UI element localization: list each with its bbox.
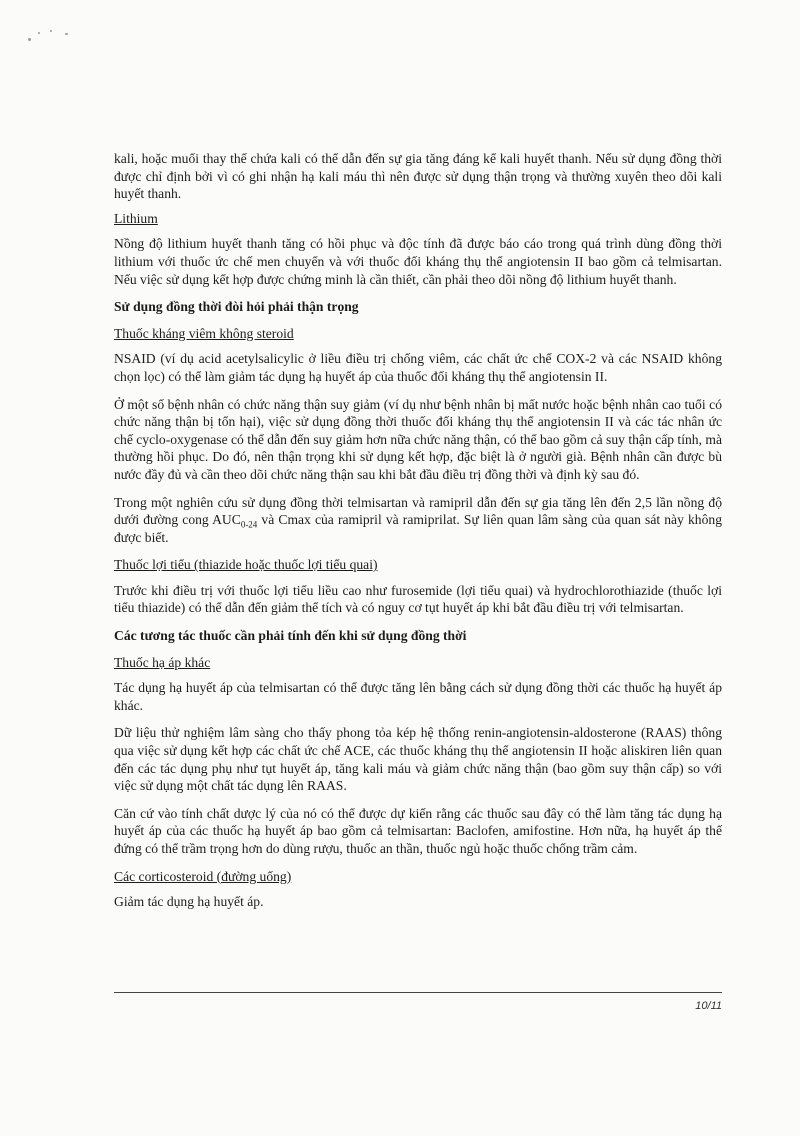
auc-subscript: 0-24 [240, 519, 258, 530]
paragraph-antihypertensive: Tác dụng hạ huyết áp của telmisartan có thể được tăng lên bằng cách sử dụng đồng thời các thuốc hạ huyết áp khác. [114, 680, 722, 713]
paragraph-nsaid: NSAID (ví dụ acid acetylsalicylic ở liều điều trị chống viêm, các chất ức chế COX-2 và các NSAID không chọn lọc) có thể làm giảm tác dụng hạ huyết áp của thuốc đối kháng thụ thể angiotensin II. [114, 351, 722, 384]
heading-consider: Các tương tác thuốc cần phải tính đến khi sử dụng đồng thời [114, 628, 467, 644]
page-number: 10/11 [695, 1000, 722, 1012]
heading-caution: Sử dụng đồng thời đòi hỏi phải thận trọng [114, 299, 359, 315]
paragraph-pharmacology: Căn cứ vào tính chất dược lý của nó có thể được dự kiến rằng các thuốc sau đây có thể làm tăng tác dụng hạ huyết áp của các thuốc hạ huyết áp bao gồm cả telmisartan: Baclofen, amifostine. Hơn nữa, hạ huyết áp thế đứng có thể trầm trọng hơn do dùng rượu, thuốc an thần, thuốc ngủ hoặc thuốc chống trầm cảm. [114, 805, 722, 856]
heading-nsaid: Thuốc kháng viêm không steroid [114, 325, 294, 341]
footer-rule [114, 992, 722, 993]
scan-specks [28, 30, 88, 44]
heading-lithium: Lithium [114, 210, 158, 226]
paragraph-raas: Dữ liệu thử nghiệm lâm sàng cho thấy phong tỏa kép hệ thống renin-angiotensin-aldosterone (RAAS) thông qua việc sử dụng kết hợp các chất ức chế ACE, các thuốc kháng thụ thể angiotensin II hoặc aliskiren liên quan đến các tác dụng phụ như tụt huyết áp, tăng kali máu và giảm chức năng thận (bao gồm suy thận cấp) so với việc sử dụng một chất tác dụng lên RAAS. [114, 725, 722, 794]
paragraph-ramipril [114, 494, 722, 547]
ramipril-text-a: Trong một nghiên cứu sử dụng đồng thời telmisartan và ramipril dẫn đến sự gia tăng lên đến 2,5 lần nồng độ dưới đường cong AUC [114, 494, 722, 528]
paragraph-lithium: Nồng độ lithium huyết thanh tăng có hồi phục và độc tính đã được báo cáo trong quá trình dùng đồng thời lithium với thuốc ức chế men chuyển và với thuốc đối kháng thụ thể angiotensin II bao gồm cả telmisartan. Nếu việc sử dụng kết hợp được chứng minh là cần thiết, cần phải theo dõi nồng độ lithium huyết thanh. [114, 236, 722, 287]
heading-corticosteroid: Các corticosteroid (đường uống) [114, 868, 292, 884]
paragraph-potassium: kali, hoặc muối thay thế chứa kali có thể dẫn đến sự gia tăng đáng kể kali huyết thanh. Nếu sử dụng đồng thời được chỉ định bởi vì có ghi nhận hạ kali máu thì nên được sử dụng thận trọng và thường xuyên theo dõi kali huyết thanh. [114, 151, 722, 202]
paragraph-renal: Ở một số bệnh nhân có chức năng thận suy giảm (ví dụ như bệnh nhân bị mất nước hoặc bệnh nhân cao tuổi có chức năng thận bị tổn hại), việc sử dụng đồng thời thuốc đối kháng thụ thể angiotensin II và các tác nhân ức chế cyclo-oxygenase có thể dẫn đến suy giảm hơn nữa chức năng thận, có thể bao gồm cả suy thận cấp tính, mà thường hồi phục. Do đó, nên thận trọng khi sử dụng kết hợp, đặc biệt là ở người già. Bệnh nhân cần được bù nước đầy đủ và cần theo dõi chức năng thận sau khi bắt đầu điều trị đồng thời và định kỳ sau đó. [114, 396, 722, 482]
document-body [114, 150, 722, 921]
ramipril-text-b: và Cmax của ramipril và ramiprilat. Sự liên quan lâm sàng của quan sát này không được biết. [114, 512, 722, 545]
heading-diuretic: Thuốc lợi tiểu (thiazide hoặc thuốc lợi tiểu quai) [114, 557, 378, 573]
paragraph-diuretic: Trước khi điều trị với thuốc lợi tiểu liều cao như furosemide (lợi tiểu quai) và hydrochlorothiazide (thuốc lợi tiểu thiazide) có thể dẫn đến giảm thể tích và có nguy cơ tụt huyết áp khi bắt đầu điều trị với telmisartan. [114, 582, 722, 616]
paragraph-corticosteroid: Giảm tác dụng hạ huyết áp. [114, 894, 264, 910]
heading-antihypertensive: Thuốc hạ áp khác [114, 654, 211, 670]
